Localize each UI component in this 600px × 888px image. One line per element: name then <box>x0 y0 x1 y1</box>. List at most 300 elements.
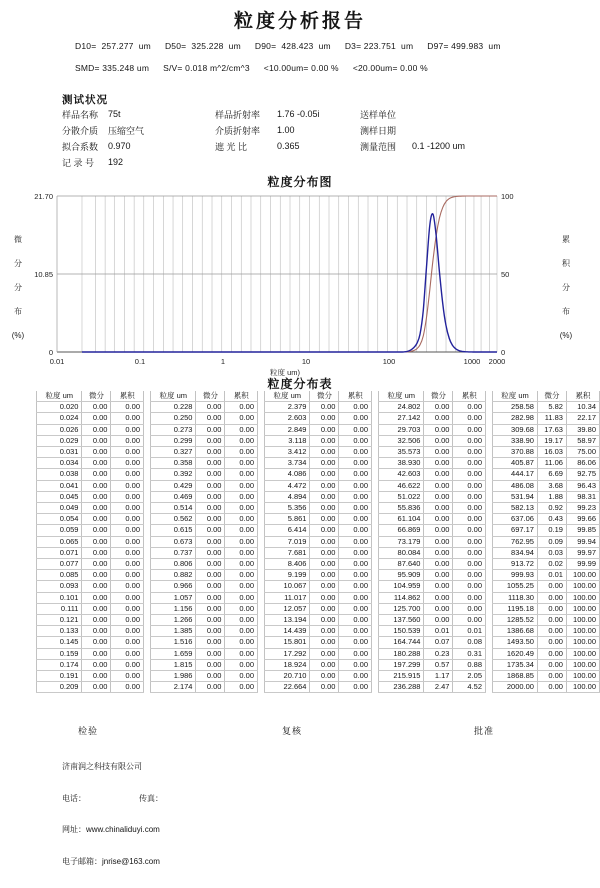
differential-cell: 0.00 <box>196 435 225 446</box>
cumulative-cell: 0.00 <box>339 435 372 446</box>
table-row <box>37 559 144 570</box>
company-info-block <box>62 741 163 888</box>
cumulative-cell: 0.00 <box>225 402 258 413</box>
test-conditions-heading: 测试状况 <box>62 94 108 106</box>
size-cell: 1735.34 <box>493 659 538 670</box>
cumulative-cell: 98.31 <box>566 491 599 502</box>
table-row <box>265 559 372 570</box>
differential-cell: 0.00 <box>310 682 339 693</box>
summary-stats-line2 <box>75 63 428 73</box>
cumulative-cell: 92.75 <box>566 469 599 480</box>
signature-label-approve: 批准 <box>474 726 495 736</box>
table-row <box>37 682 144 693</box>
cumulative-cell: 99.85 <box>566 525 599 536</box>
size-cell: 11.017 <box>265 592 310 603</box>
cumulative-cell: 0.00 <box>111 603 144 614</box>
size-cell: 61.104 <box>379 514 424 525</box>
table-row <box>379 659 486 670</box>
size-cell: 0.077 <box>37 559 82 570</box>
cumulative-cell: 0.00 <box>111 514 144 525</box>
table-row <box>265 682 372 693</box>
table-row <box>265 648 372 659</box>
differential-cell: 2.47 <box>424 682 453 693</box>
table-row <box>379 603 486 614</box>
cumulative-cell: 0.00 <box>225 637 258 648</box>
cumulative-cell: 99.97 <box>566 547 599 558</box>
cumulative-cell: 0.00 <box>225 659 258 670</box>
size-cell: 258.58 <box>493 402 538 413</box>
differential-cell: 0.00 <box>196 547 225 558</box>
size-cell: 2.379 <box>265 402 310 413</box>
condition-label: 样品名称 <box>62 109 99 120</box>
table-row <box>493 491 600 502</box>
cumulative-cell: 0.00 <box>225 480 258 491</box>
table-row <box>151 435 258 446</box>
table-row <box>151 503 258 514</box>
table-row <box>151 603 258 614</box>
size-cell: 3.734 <box>265 458 310 469</box>
table-header-cell: 微分 <box>82 391 111 402</box>
differential-cell: 0.00 <box>310 559 339 570</box>
table-row <box>493 659 600 670</box>
right-axis-title-char: 分 <box>562 283 570 292</box>
differential-cell: 0.00 <box>310 671 339 682</box>
differential-cell: 0.00 <box>310 592 339 603</box>
size-cell: 2.849 <box>265 424 310 435</box>
table-row <box>37 637 144 648</box>
signature-label-review: 复核 <box>282 726 303 736</box>
size-cell: 236.288 <box>379 682 424 693</box>
cumulative-cell: 0.00 <box>111 503 144 514</box>
table-title: 粒度分布表 <box>267 377 333 391</box>
stat-item: D3= 223.751 um <box>344 41 414 51</box>
table-row <box>37 458 144 469</box>
size-cell: 0.174 <box>37 659 82 670</box>
table-row <box>379 536 486 547</box>
cumulative-cell: 75.00 <box>566 447 599 458</box>
size-cell: 10.067 <box>265 581 310 592</box>
cumulative-cell: 0.00 <box>453 547 486 558</box>
size-cell: 697.17 <box>493 525 538 536</box>
cumulative-cell: 0.00 <box>225 503 258 514</box>
differential-cell: 0.02 <box>537 559 566 570</box>
differential-cell: 0.57 <box>424 659 453 670</box>
cumulative-cell: 0.00 <box>111 547 144 558</box>
condition-row <box>62 122 144 138</box>
cumulative-cell: 0.00 <box>111 536 144 547</box>
size-cell: 1.986 <box>151 671 196 682</box>
differential-curve <box>82 214 497 352</box>
differential-cell: 0.00 <box>424 570 453 581</box>
table-row <box>493 626 600 637</box>
differential-cell: 0.00 <box>82 491 111 502</box>
size-cell: 66.869 <box>379 525 424 536</box>
cumulative-cell: 0.00 <box>225 424 258 435</box>
differential-cell: 0.00 <box>196 525 225 536</box>
size-cell: 4.894 <box>265 491 310 502</box>
size-cell: 73.179 <box>379 536 424 547</box>
table-row <box>37 592 144 603</box>
size-cell: 486.08 <box>493 480 538 491</box>
cumulative-cell: 10.34 <box>566 402 599 413</box>
cumulative-cell: 0.00 <box>111 402 144 413</box>
differential-cell: 0.00 <box>310 659 339 670</box>
differential-cell: 0.00 <box>310 435 339 446</box>
differential-cell: 0.00 <box>310 402 339 413</box>
size-cell: 3.118 <box>265 435 310 446</box>
company-phone-fax-line <box>62 794 163 805</box>
cumulative-cell: 0.00 <box>111 435 144 446</box>
condition-label: 介质折射率 <box>215 125 261 136</box>
differential-cell: 0.00 <box>196 503 225 514</box>
differential-cell: 0.00 <box>196 514 225 525</box>
size-cell: 20.710 <box>265 671 310 682</box>
differential-cell: 0.00 <box>537 671 566 682</box>
differential-cell: 0.00 <box>424 592 453 603</box>
table-row <box>379 648 486 659</box>
differential-cell: 0.00 <box>196 413 225 424</box>
cumulative-cell: 0.00 <box>111 413 144 424</box>
condition-row <box>62 138 144 154</box>
stat-item: D50= 325.228 um <box>164 41 241 51</box>
table-row <box>493 402 600 413</box>
table-row <box>379 491 486 502</box>
cumulative-cell: 0.00 <box>111 659 144 670</box>
table-header-cell: 累积 <box>225 391 258 402</box>
table-group <box>264 391 372 693</box>
size-cell: 3.412 <box>265 447 310 458</box>
size-cell: 137.560 <box>379 615 424 626</box>
left-tick-label: 0 <box>48 348 53 357</box>
size-cell: 0.392 <box>151 469 196 480</box>
right-tick-label: 100 <box>501 192 514 201</box>
size-cell: 0.191 <box>37 671 82 682</box>
cumulative-cell: 0.00 <box>111 570 144 581</box>
size-cell: 15.801 <box>265 637 310 648</box>
differential-cell: 0.00 <box>310 514 339 525</box>
size-cell: 0.145 <box>37 637 82 648</box>
table-row <box>493 514 600 525</box>
table-row <box>151 581 258 592</box>
cumulative-cell: 0.00 <box>111 682 144 693</box>
size-cell: 1868.85 <box>493 671 538 682</box>
table-row <box>151 525 258 536</box>
cumulative-cell: 0.00 <box>225 671 258 682</box>
differential-cell: 0.00 <box>537 581 566 592</box>
table-row <box>37 480 144 491</box>
cumulative-cell: 39.80 <box>566 424 599 435</box>
condition-value: 0.1 -1200 um <box>412 141 466 151</box>
differential-cell: 0.00 <box>424 603 453 614</box>
table-header-cell: 微分 <box>310 391 339 402</box>
differential-cell: 0.00 <box>310 648 339 659</box>
size-cell: 7.019 <box>265 536 310 547</box>
differential-cell: 0.00 <box>310 503 339 514</box>
size-cell: 1.385 <box>151 626 196 637</box>
size-cell: 1.815 <box>151 659 196 670</box>
differential-cell: 0.00 <box>424 469 453 480</box>
differential-cell: 0.00 <box>310 480 339 491</box>
size-cell: 2000.00 <box>493 682 538 693</box>
table-row <box>37 615 144 626</box>
table-row <box>151 659 258 670</box>
table-row <box>151 413 258 424</box>
table-row <box>493 480 600 491</box>
table-row <box>379 592 486 603</box>
cumulative-cell: 0.00 <box>225 547 258 558</box>
differential-cell: 0.00 <box>82 671 111 682</box>
table-row <box>493 536 600 547</box>
size-cell: 0.737 <box>151 547 196 558</box>
company-website: 网址：www.chinaliduyi.com <box>62 825 160 834</box>
table-row <box>379 559 486 570</box>
cumulative-cell: 0.88 <box>453 659 486 670</box>
stat-item: <20.00um= 0.00 % <box>352 63 428 73</box>
size-cell: 999.93 <box>493 570 538 581</box>
table-row <box>265 435 372 446</box>
fax-label: 传真： <box>139 793 163 803</box>
size-cell: 164.744 <box>379 637 424 648</box>
cumulative-cell: 0.00 <box>225 559 258 570</box>
cumulative-cell: 0.08 <box>453 637 486 648</box>
table-row <box>493 559 600 570</box>
cumulative-cell: 0.00 <box>111 458 144 469</box>
cumulative-cell: 0.00 <box>111 447 144 458</box>
condition-row <box>62 154 144 170</box>
table-row <box>379 469 486 480</box>
size-cell: 215.915 <box>379 671 424 682</box>
differential-cell: 0.00 <box>424 413 453 424</box>
differential-cell: 0.00 <box>424 615 453 626</box>
size-cell: 2.603 <box>265 413 310 424</box>
cumulative-cell: 0.00 <box>225 491 258 502</box>
differential-cell: 0.00 <box>82 659 111 670</box>
size-cell: 29.703 <box>379 424 424 435</box>
cumulative-cell: 0.00 <box>339 559 372 570</box>
cumulative-cell: 0.00 <box>453 592 486 603</box>
condition-row <box>360 138 465 154</box>
differential-cell: 0.00 <box>196 570 225 581</box>
table-row <box>151 536 258 547</box>
size-cell: 1.266 <box>151 615 196 626</box>
table-row <box>265 458 372 469</box>
table-row <box>151 491 258 502</box>
cumulative-cell: 0.00 <box>453 402 486 413</box>
left-axis-title-char: 微 <box>14 235 22 244</box>
condition-label: 测样日期 <box>360 125 397 136</box>
condition-value: 192 <box>108 157 124 167</box>
differential-cell: 0.00 <box>196 469 225 480</box>
cumulative-cell: 99.23 <box>566 503 599 514</box>
table-row <box>265 480 372 491</box>
cumulative-cell: 0.00 <box>339 402 372 413</box>
table-row <box>265 626 372 637</box>
right-axis-title-char: (%) <box>559 331 573 340</box>
cumulative-cell: 0.00 <box>225 413 258 424</box>
table-row <box>37 491 144 502</box>
size-cell: 0.071 <box>37 547 82 558</box>
x-tick-label: 1 <box>220 357 226 366</box>
table-row <box>493 424 600 435</box>
size-cell: 6.414 <box>265 525 310 536</box>
size-cell: 0.020 <box>37 402 82 413</box>
condition-label: 记 录 号 <box>62 157 95 168</box>
table-row <box>37 447 144 458</box>
cumulative-cell: 100.00 <box>566 671 599 682</box>
condition-label: 测量范围 <box>360 141 397 152</box>
cumulative-cell: 0.00 <box>225 592 258 603</box>
condition-label: 拟合系数 <box>62 141 99 152</box>
table-header-cell: 粒度 um <box>151 391 196 402</box>
table-header-cell: 累积 <box>566 391 599 402</box>
cumulative-cell: 0.00 <box>225 581 258 592</box>
differential-cell: 0.00 <box>196 637 225 648</box>
table-row <box>493 682 600 693</box>
differential-cell: 0.01 <box>537 570 566 581</box>
conditions-column-sample <box>62 106 144 170</box>
cumulative-cell: 0.00 <box>453 424 486 435</box>
differential-cell: 0.00 <box>424 503 453 514</box>
size-cell: 51.022 <box>379 491 424 502</box>
table-group <box>492 391 600 693</box>
size-cell: 32.506 <box>379 435 424 446</box>
table-row <box>379 424 486 435</box>
differential-cell: 0.00 <box>310 581 339 592</box>
cumulative-cell: 0.00 <box>453 413 486 424</box>
size-cell: 444.17 <box>493 469 538 480</box>
table-row <box>493 525 600 536</box>
condition-row <box>360 122 465 138</box>
table-row <box>151 637 258 648</box>
table-row <box>379 402 486 413</box>
phone-label: 电话： <box>62 793 86 803</box>
size-cell: 637.06 <box>493 514 538 525</box>
differential-cell: 0.00 <box>424 480 453 491</box>
cumulative-cell: 0.00 <box>339 659 372 670</box>
size-cell: 0.111 <box>37 603 82 614</box>
table-row <box>493 570 600 581</box>
right-axis-title-char: 布 <box>562 307 570 316</box>
condition-row <box>215 122 320 138</box>
table-row <box>265 402 372 413</box>
size-cell: 0.101 <box>37 592 82 603</box>
cumulative-cell: 0.00 <box>111 491 144 502</box>
differential-cell: 0.00 <box>537 637 566 648</box>
size-cell: 13.194 <box>265 615 310 626</box>
cumulative-cell: 100.00 <box>566 592 599 603</box>
cumulative-cell: 0.00 <box>111 637 144 648</box>
differential-cell: 0.00 <box>424 547 453 558</box>
size-cell: 80.084 <box>379 547 424 558</box>
cumulative-cell: 0.00 <box>339 648 372 659</box>
table-row <box>265 637 372 648</box>
table-row <box>151 648 258 659</box>
table-row <box>151 424 258 435</box>
table-row <box>493 435 600 446</box>
cumulative-cell: 0.00 <box>111 615 144 626</box>
table-row <box>265 491 372 502</box>
cumulative-cell: 100.00 <box>566 682 599 693</box>
cumulative-cell: 0.00 <box>339 570 372 581</box>
differential-cell: 0.23 <box>424 648 453 659</box>
cumulative-cell: 0.00 <box>225 570 258 581</box>
cumulative-cell: 99.94 <box>566 536 599 547</box>
differential-cell: 17.63 <box>537 424 566 435</box>
cumulative-cell: 0.00 <box>111 626 144 637</box>
table-row <box>37 413 144 424</box>
differential-cell: 0.00 <box>537 659 566 670</box>
differential-cell: 0.00 <box>82 402 111 413</box>
differential-cell: 0.00 <box>424 525 453 536</box>
condition-label: 送样单位 <box>360 109 397 120</box>
differential-cell: 0.00 <box>82 559 111 570</box>
cumulative-cell: 0.00 <box>453 536 486 547</box>
differential-cell: 0.00 <box>310 413 339 424</box>
cumulative-cell: 0.00 <box>453 491 486 502</box>
differential-cell: 0.00 <box>82 615 111 626</box>
table-row <box>493 469 600 480</box>
size-cell: 114.862 <box>379 592 424 603</box>
size-cell: 0.093 <box>37 581 82 592</box>
table-row <box>37 435 144 446</box>
differential-cell: 0.00 <box>537 615 566 626</box>
differential-cell: 3.68 <box>537 480 566 491</box>
condition-value: 0.970 <box>108 141 131 151</box>
cumulative-cell: 100.00 <box>566 615 599 626</box>
table-row <box>379 637 486 648</box>
differential-cell: 0.00 <box>196 603 225 614</box>
x-tick-label: 1000 <box>463 357 481 366</box>
cumulative-cell: 0.00 <box>339 626 372 637</box>
size-cell: 180.288 <box>379 648 424 659</box>
cumulative-cell: 0.00 <box>453 570 486 581</box>
size-cell: 55.836 <box>379 503 424 514</box>
differential-cell: 0.00 <box>310 536 339 547</box>
table-row <box>493 603 600 614</box>
differential-cell: 0.00 <box>82 637 111 648</box>
differential-cell: 0.00 <box>82 424 111 435</box>
cumulative-cell: 0.00 <box>339 536 372 547</box>
table-row <box>379 581 486 592</box>
cumulative-cell: 100.00 <box>566 637 599 648</box>
cumulative-cell: 0.31 <box>453 648 486 659</box>
cumulative-cell: 0.00 <box>453 435 486 446</box>
table-row <box>151 671 258 682</box>
size-cell: 0.673 <box>151 536 196 547</box>
table-row <box>37 581 144 592</box>
cumulative-cell: 100.00 <box>566 603 599 614</box>
x-tick-label: 0.01 <box>49 357 65 366</box>
table-row <box>379 615 486 626</box>
size-cell: 2.174 <box>151 682 196 693</box>
size-cell: 0.054 <box>37 514 82 525</box>
stat-item: D97= 499.983 um <box>427 41 501 51</box>
differential-cell: 0.00 <box>82 503 111 514</box>
size-cell: 0.045 <box>37 491 82 502</box>
summary-stats-line1 <box>75 41 501 51</box>
size-cell: 18.924 <box>265 659 310 670</box>
differential-cell: 16.03 <box>537 447 566 458</box>
differential-cell: 0.00 <box>310 424 339 435</box>
differential-cell: 0.00 <box>82 570 111 581</box>
differential-cell: 0.00 <box>196 592 225 603</box>
cumulative-cell: 0.00 <box>453 603 486 614</box>
cumulative-cell: 0.00 <box>225 626 258 637</box>
size-cell: 0.121 <box>37 615 82 626</box>
size-cell: 1620.49 <box>493 648 538 659</box>
table-row <box>379 435 486 446</box>
cumulative-cell: 22.17 <box>566 413 599 424</box>
